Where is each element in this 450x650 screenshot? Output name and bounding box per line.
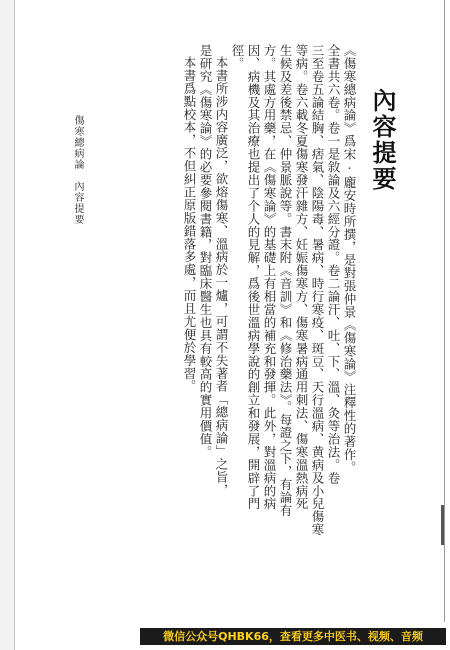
body-line: 是研究《傷寒論》的必要參閱書籍，對臨床醫生也具有較高的實用價值。 bbox=[198, 44, 213, 459]
body-line: 《傷寒總病論》爲宋·龐安時所撰，是對張仲景《傷寒論》注釋性的著作。 bbox=[342, 44, 357, 474]
body-line: 三至卷五論結胸、痞氣、陰陽毒、暑病、時行寒疫、斑豆、天行溫病、黄病及小兒傷寒 bbox=[310, 44, 325, 537]
watermark-banner: 微信公众号QHBK66，查看更多中医书、视频、音频 bbox=[140, 628, 446, 645]
body-line: 本書所涉内容廣泛，欲熔傷寒、溫病於一爐，可謂不失著者「總病論」之旨， bbox=[214, 56, 229, 497]
viewer-gutter bbox=[0, 0, 15, 650]
body-line: 徑。 bbox=[230, 44, 245, 70]
body-line: 等病。卷六載冬夏傷寒發汗雜方、妊娠傷寒方、傷寒暑病通用刺法、傷寒溫熱病死 bbox=[294, 44, 309, 511]
body-line: 方。其處方用藥，在《傷寒論》的基礎上有相當的補充和發揮。此外，對溫病的病 bbox=[262, 44, 277, 511]
side-running-header: 傷寒總病論 內容提要 bbox=[72, 115, 83, 225]
document-page bbox=[15, 0, 445, 622]
page-title: 內容提要 bbox=[368, 88, 397, 192]
body-line: 因、病機及其治療也提出了个人的見解，爲後世溫病學說的創立和發展，開辟了門 bbox=[246, 44, 261, 511]
body-line: 本書爲點校本，不但糾正原版錯落多處，而且尤便於學習。 bbox=[182, 56, 197, 393]
body-line: 生候及差後禁忌、仲景脈說等。書末附《音訓》和《修治藥法》。每證之下，有論有 bbox=[278, 44, 293, 517]
scan-edge-mark bbox=[441, 505, 444, 545]
body-line: 全書共六卷。卷一是敘論及六經分證。卷二論汗、吐、下、溫、灸等治法。卷 bbox=[326, 44, 341, 485]
